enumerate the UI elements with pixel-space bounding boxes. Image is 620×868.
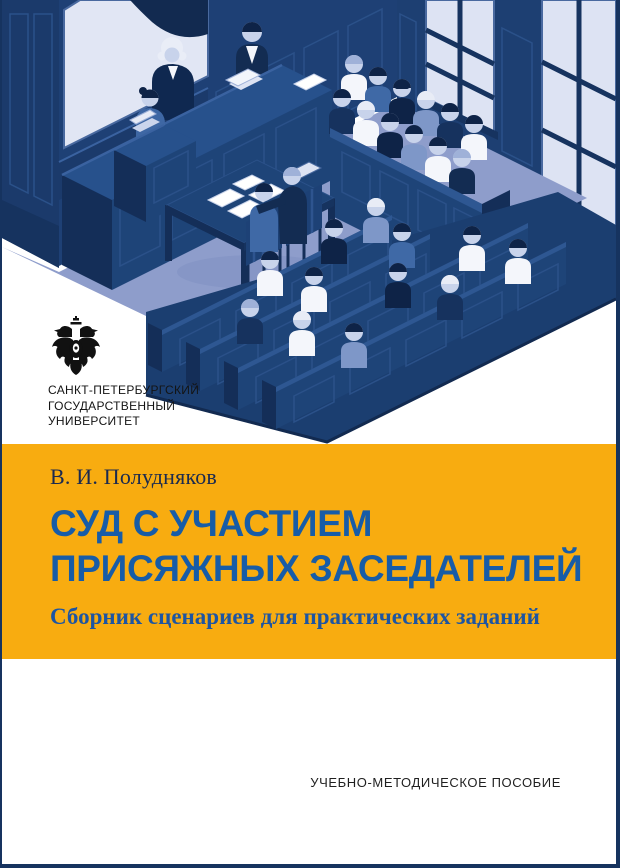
book-subtitle: Сборник сценариев для практических заданий [50, 604, 540, 629]
author-name: В. И. Полудняков [50, 464, 217, 489]
publisher-branding [48, 316, 268, 430]
book-title-line-1: СУД С УЧАСТИЕМ [50, 503, 373, 544]
university-name [48, 383, 268, 430]
university-name-line: САНКТ-ПЕТЕРБУРГСКИЙ [48, 383, 200, 397]
book-title [50, 501, 586, 591]
book-title-line-2: ПРИСЯЖНЫХ ЗАСЕДАТЕЛЕЙ [50, 548, 583, 589]
edition-type: УЧЕБНО-МЕТОДИЧЕСКОЕ ПОСОБИЕ [310, 775, 561, 790]
spbu-eagle-logo-icon [50, 316, 102, 376]
university-name-line: ГОСУДАРСТВЕННЫЙ [48, 398, 176, 413]
university-name-line: УНИВЕРСИТЕТ [48, 414, 141, 428]
title-band [2, 444, 616, 659]
